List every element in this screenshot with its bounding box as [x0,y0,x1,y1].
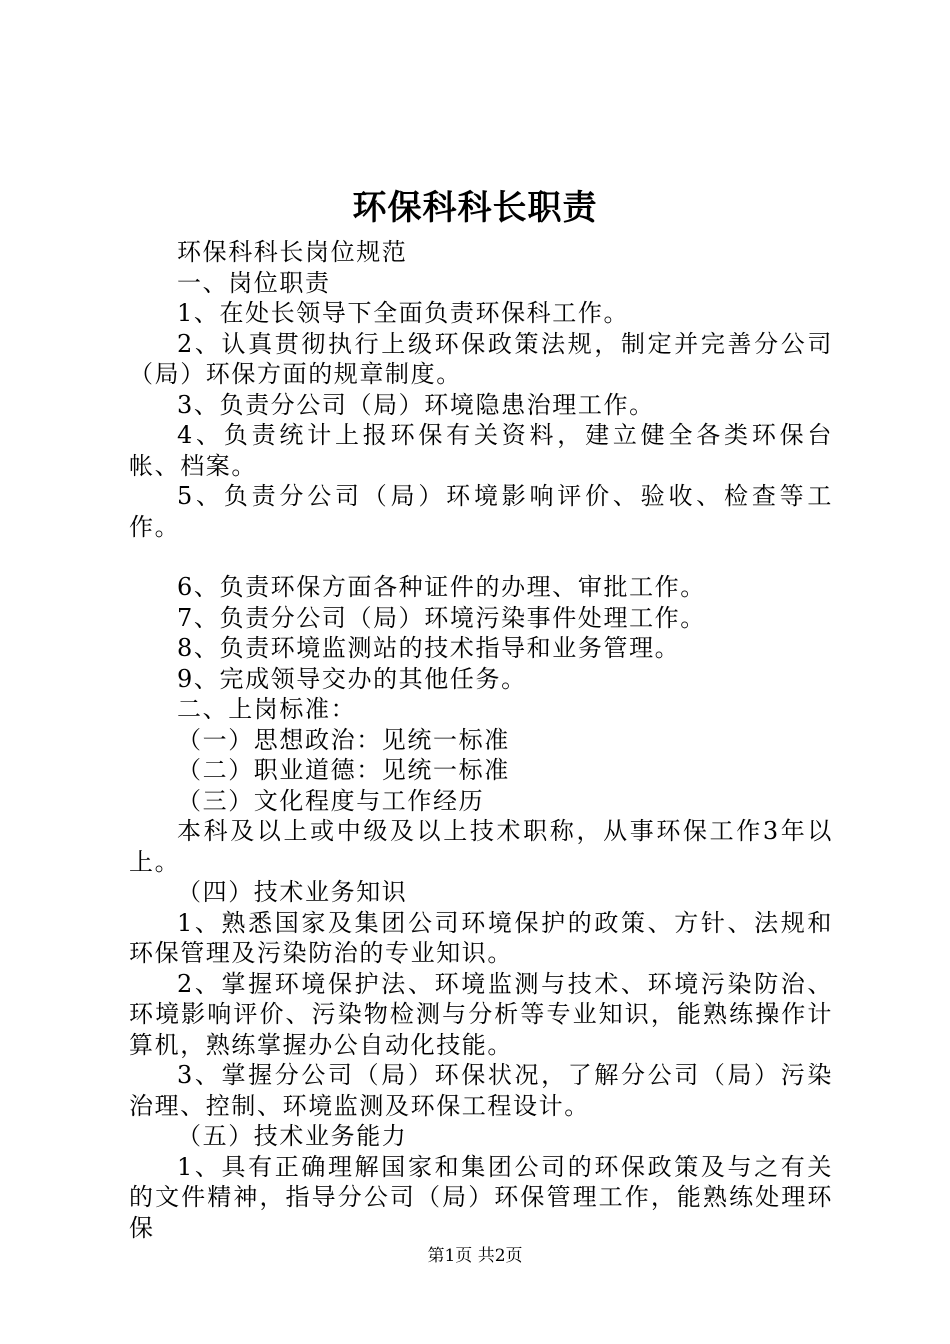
paragraph: （四）技术业务知识 [177,878,408,906]
paragraph: 8、负责环境监测站的技术指导和业务管理。 [177,634,681,662]
paragraph: （五）技术业务能力 [177,1122,408,1150]
document-body [129,237,833,1243]
paragraph: （三）文化程度与工作经历 [177,786,485,815]
paragraph: 本科及以上或中级及以上技术职称，从事环保工作3年以上。 [129,817,833,876]
paragraph: 9、完成领导交办的其他任务。 [177,664,527,693]
paragraph: 二、上岗标准： [177,695,357,723]
page-footer: 第1页 共2页 [427,1246,523,1266]
paragraph: 3、负责分公司（局）环境隐患治理工作。 [177,390,655,419]
paragraph: 2、认真贯彻执行上级环保政策法规，制定并完善分公司（局）环保方面的规章制度。 [129,329,833,388]
paragraph: 5、负责分公司（局）环境影响评价、验收、检查等工作。 [129,482,833,541]
paragraph: 一、岗位职责 [177,268,331,297]
paragraph: 2、掌握环境保护法、环境监测与技术、环境污染防治、环境影响评价、污染物检测与分析等专业知识，能熟练操作计算机，熟练掌握办公自动化技能。 [129,969,833,1059]
paragraph: 3、掌握分公司（局）环保状况，了解分公司（局）污染治理、控制、环境监测及环保工程设计。 [129,1061,833,1120]
paragraph: 7、负责分公司（局）环境污染事件处理工作。 [177,603,706,632]
paragraph: 环保科科长岗位规范 [177,238,408,266]
paragraph: （一）思想政治：见统一标准 [177,725,510,754]
document-title: 环保科科长职责 [352,188,598,228]
paragraph: （二）职业道德：见统一标准 [177,756,510,784]
paragraph: 1、熟悉国家及集团公司环境保护的政策、方针、法规和环保管理及污染防治的专业知识。 [129,908,833,967]
paragraph: 1、在处长领导下全面负责环保科工作。 [177,299,630,327]
paragraph: 6、负责环保方面各种证件的办理、审批工作。 [177,573,706,601]
paragraph: 1、具有正确理解国家和集团公司的环保政策及与之有关的文件精神，指导分公司（局）环保管理工作，能熟练处理环保 [129,1152,833,1242]
paragraph: 4、负责统计上报环保有关资料，建立健全各类环保台帐、档案。 [129,421,833,480]
